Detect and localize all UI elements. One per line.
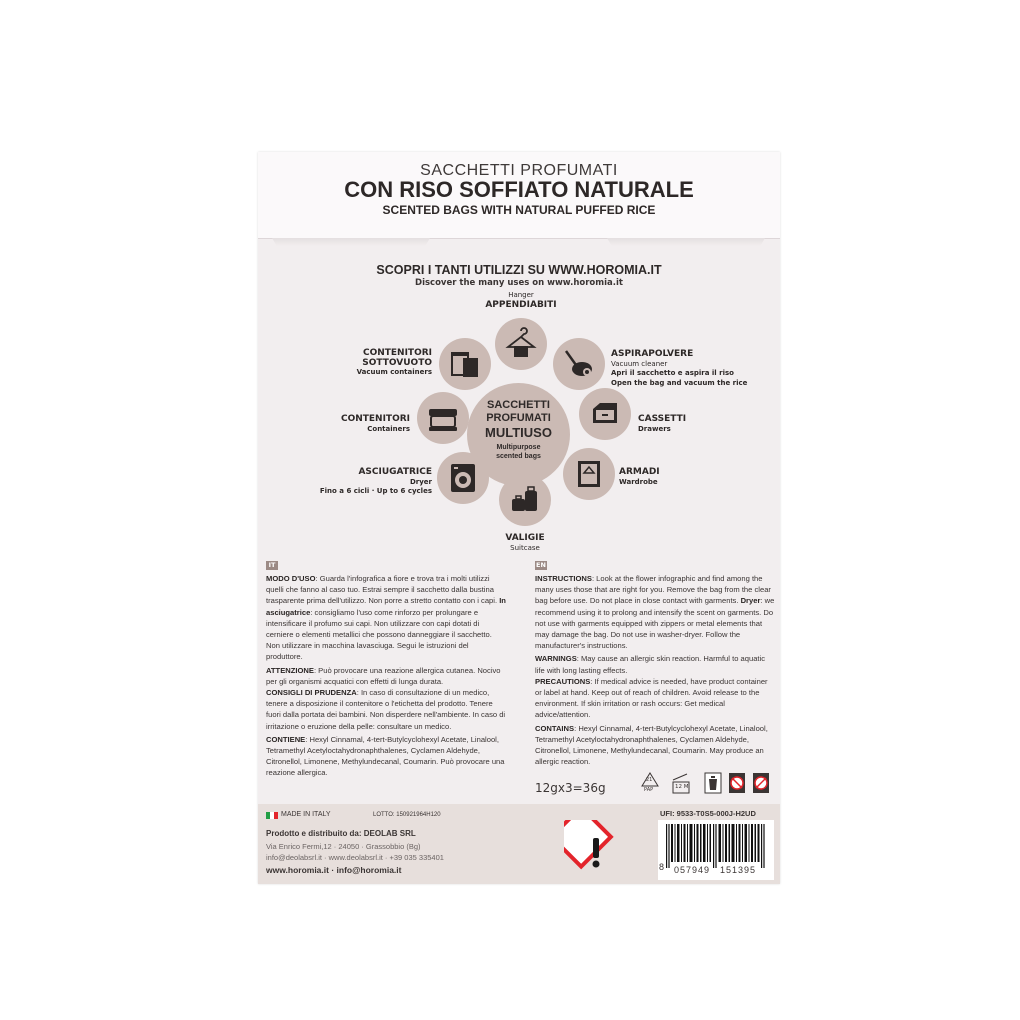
brand-web: www.horomia.it · info@horomia.it: [266, 865, 402, 875]
vacuum-containers-label-it1: CONTENITORI: [362, 348, 432, 358]
barcode-digits-left: 057949: [674, 865, 711, 875]
hazard-pictogram-icon: [564, 820, 628, 884]
vacuum-containers-label: [298, 349, 432, 378]
vacuum-bag-icon: [448, 347, 482, 381]
center-line-2: PROFUMATI: [486, 412, 551, 424]
lang-tag-it: IT: [266, 561, 278, 570]
center-line-3: MULTIUSO: [485, 425, 552, 440]
dryer-label-it: ASCIUGATRICE: [358, 467, 432, 477]
title-line-2: CON RISO SOFFIATO NATURALE: [344, 177, 694, 202]
title-line-1: SACCHETTI PROFUMATI: [420, 162, 618, 179]
drawers-label: [638, 415, 718, 434]
net-weight: 12gx3=36g: [535, 781, 606, 795]
made-in-italy: MADE IN ITALY: [281, 811, 331, 818]
drawers-label-it: CASSETTI: [638, 414, 687, 424]
lot-number: LOTTO: 150921964H120: [373, 812, 441, 818]
barcode-digits-right: 151395: [720, 865, 757, 875]
hanger-petal: [495, 318, 547, 370]
producer-label: Prodotto e distribuito da: DEOLAB SRL: [266, 829, 416, 838]
wardrobe-label-en: Wardrobe: [619, 477, 658, 486]
flap-tab-left: [272, 238, 430, 246]
barcode-bars-icon: [658, 820, 774, 868]
vacuum-note-en: Open the bag and vacuum the rice: [611, 378, 748, 387]
hanger-label-en: Hanger: [508, 291, 534, 299]
hanger-label-it: APPENDIABITI: [485, 299, 557, 310]
it-contains-paragraph: CONTIENE: Hexyl Cinnamal, 4-tert-Butylcyclohexyl Acetate, Linalool, Tetramethyl Acetyloctahydronaphthalenes, Cyclamen Aldehyde, Citronellol, Limonene, Methylundecanal, Coumarin. Può provocare una reazione allergica.: [266, 734, 505, 778]
english-text-column: [535, 573, 775, 769]
pao-symbol: [670, 772, 692, 794]
keep-away-children-icon: [728, 772, 746, 794]
top-flap: [258, 152, 780, 238]
lang-tag-en: EN: [536, 561, 546, 569]
dryer-label-en: Dryer: [409, 477, 432, 486]
center-sub-1: Multipurpose: [496, 444, 541, 451]
drawers-petal: [579, 388, 631, 440]
en-contains-paragraph: CONTAINS: Hexyl Cinnamal, 4-tert-Butylcyclohexyl Acetate, Linalool, Tetramethyl Acetyloctahydronaphthalenes, Cyclamen Aldehyde, Citronellol, Limonene, Methylundecanal, Coumarin. May produce an allergic reaction.: [535, 723, 768, 767]
producer-contacts: info@deolabsrl.it · www.deolabsrl.it · +39 035 335401: [266, 853, 444, 862]
dryer-label: [278, 468, 432, 497]
vacuum-containers-petal: [439, 338, 491, 390]
open-jar-icon: [670, 772, 692, 794]
title-line-3: SCENTED BAGS WITH NATURAL PUFFED RICE: [382, 203, 656, 217]
not-for-children-symbol: [752, 772, 770, 794]
wardrobe-petal: [563, 448, 615, 500]
flap-tab-right: [607, 238, 765, 246]
producer-address: Via Enrico Fermi,12 · 24050 · Grassobbio (Bg): [266, 842, 421, 851]
vacuum-note-it: Apri il sacchetto e aspira il riso: [611, 369, 734, 377]
suitcase-label: [475, 534, 575, 553]
suitcase-label-it: VALIGIE: [505, 533, 545, 543]
recycle-number: 21: [646, 777, 653, 783]
no-ingestion-icon: [752, 772, 770, 794]
containers-label: [298, 415, 410, 434]
vacuum-label: [611, 350, 771, 388]
discover-heading: SCOPRI I TANTI UTILIZZI SU WWW.HOROMIA.IT: [376, 263, 662, 277]
wardrobe-label-it: ARMADI: [619, 467, 660, 477]
wardrobe-label: [619, 468, 699, 487]
barcode-digit-first: 8: [659, 862, 665, 872]
suitcase-label-en: Suitcase: [510, 543, 540, 552]
dryer-icon: [446, 461, 480, 495]
italy-flag-icon: [266, 812, 278, 819]
discover-subheading: Discover the many uses on www.horomia.it: [415, 278, 623, 288]
vacuum-containers-label-it2: SOTTOVUOTO: [362, 357, 432, 368]
container-icon: [426, 401, 460, 435]
it-warning-paragraph: ATTENZIONE: Può provocare una reazione allergica cutanea. Nocivo per gli organismi acquatici con effetti di lunga durata. CONSIGLI DI PRUDENZA: In caso di consultazione di un medico, tenere a disposizione il contenitore o l'etichetta del prodotto. Tenere fuori dalla portata dei bambini. Non disperdere nell'ambiente. In caso di irritazione o eruzione della pelle: consultare un medico.: [266, 665, 506, 731]
en-instructions-paragraph: INSTRUCTIONS: Look at the flower infographic and find among the many uses those that are right for you. Remove the bag from the clear bag before use. Do not place in close contact with garments. Dryer: we recommend using it to prolong and intensify the scent on garments. Do not use with garments equipped with zippers or metal elements that may damage the bag. Do not use in washer-dryer. Follow the manufacturer's instructions.: [535, 574, 775, 651]
italian-text-column: [266, 573, 506, 781]
dryer-note: Fino a 6 cicli · Up to 6 cycles: [319, 487, 432, 495]
containers-label-it: CONTENITORI: [340, 414, 410, 424]
product-package: [258, 152, 780, 884]
vacuum-label-it: ASPIRAPOLVERE: [611, 349, 694, 359]
bin-symbol: [704, 772, 722, 794]
containers-label-en: Containers: [367, 424, 410, 433]
recycle-symbol: [641, 772, 659, 794]
drawers-label-en: Drawers: [638, 424, 671, 433]
en-warnings-paragraph: WARNINGS: May cause an allergic skin reaction. Harmful to aquatic life with long lasting effects. PRECAUTIONS: If medical advice is needed, have product container or label at hand. Keep out of reach of children. Avoid release to the environment. If skin irritation or rash occurs: Get medical advice/attention.: [535, 654, 768, 720]
wardrobe-icon: [572, 457, 606, 491]
keep-away-children-symbol: [728, 772, 746, 794]
suitcase-icon: [508, 483, 542, 517]
drawer-icon: [588, 397, 622, 431]
pao-text: 12 M: [675, 784, 689, 790]
dryer-petal: [437, 452, 489, 504]
containers-petal: [417, 392, 469, 444]
it-usage-paragraph: MODO D'USO: Guarda l'infografica a fiore e trova tra i molti utilizzi quelli che fanno al caso tuo. Estrai sempre il sacchetto dalla bustina trasparente prima dell'utilizzo. Non porre a stretto contatto con i capi. In asciugatrice: consigliamo l'uso come rinforzo per prolungare e intensificare il profumo sui capi. Non utilizzare con capi dotati di cerniere o elementi metallici che possono danneggiare il sacchetto. Non utilizzare in macchina lavasciuga. Segui le istruzioni del produttore.: [266, 574, 506, 662]
center-sub-2: scented bags: [496, 453, 541, 460]
ufi-code: UFI: 9533-T0S5-000J-H2UD: [660, 809, 756, 818]
trash-bin-icon: [704, 772, 722, 794]
vacuum-cleaner-icon: [562, 347, 596, 381]
center-line-1: SACCHETTI: [487, 399, 550, 411]
recycle-text: PAP: [644, 787, 654, 793]
vacuum-containers-label-en: Vacuum containers: [356, 368, 432, 376]
suitcase-petal: [499, 474, 551, 526]
vacuum-label-en: Vacuum cleaner: [611, 359, 668, 368]
hanger-label: [471, 291, 571, 310]
vacuum-petal: [553, 338, 605, 390]
hanger-icon: [504, 327, 538, 361]
barcode: [658, 820, 774, 880]
